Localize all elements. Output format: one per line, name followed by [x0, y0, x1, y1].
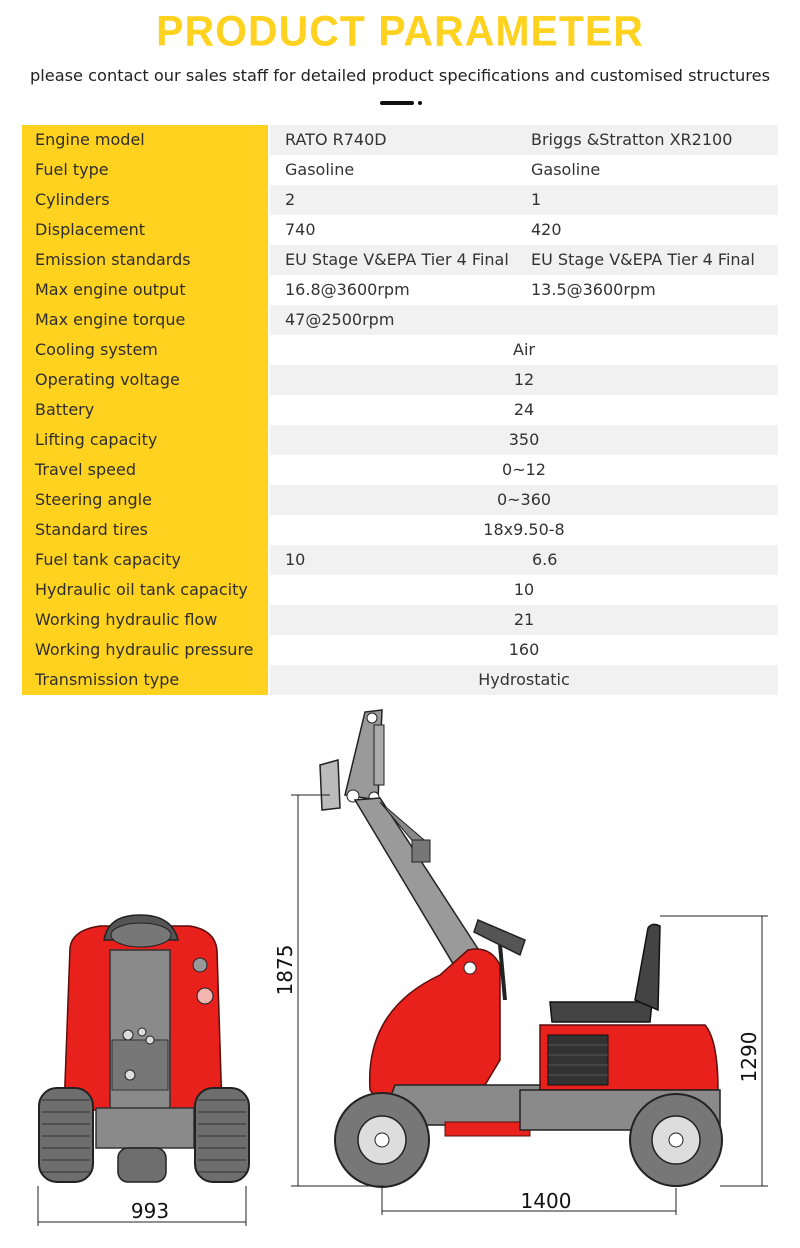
table-row: [22, 485, 778, 515]
dimension-width: 993: [130, 1199, 170, 1223]
table-row: [22, 575, 778, 605]
spec-value-1: 10: [285, 550, 306, 569]
spec-value-shared: 160: [508, 640, 540, 659]
spec-label: Fuel type: [22, 155, 268, 185]
dimension-height-raised: 1875: [273, 944, 297, 996]
table-row: [22, 215, 778, 245]
spec-value-2: Gasoline: [531, 160, 601, 179]
spec-value-1: 2: [285, 190, 296, 209]
spec-label: Working hydraulic pressure: [22, 635, 268, 665]
table-row: [22, 275, 778, 305]
table-row: [22, 455, 778, 485]
front-view-illustration: [39, 915, 249, 1182]
spec-value-1: 16.8@3600rpm: [285, 280, 410, 299]
spec-label: Emission standards: [22, 245, 268, 275]
spec-value-2: Briggs &Stratton XR2100: [531, 130, 733, 149]
side-view-illustration: [320, 710, 722, 1187]
spec-label: Standard tires: [22, 515, 268, 545]
table-row: [22, 545, 778, 575]
spec-label: Operating voltage: [22, 365, 268, 395]
spec-label: Cooling system: [22, 335, 268, 365]
table-row: [22, 665, 778, 695]
title-divider-dot: [418, 101, 422, 105]
spec-label: Displacement: [22, 215, 268, 245]
spec-value-1: Gasoline: [285, 160, 355, 179]
spec-label: Cylinders: [22, 185, 268, 215]
spec-label: Max engine output: [22, 275, 268, 305]
table-row: [22, 185, 778, 215]
table-row: [22, 425, 778, 455]
spec-value-2: 13.5@3600rpm: [531, 280, 656, 299]
page-subtitle: please contact our sales staff for detailed product specifications and customised structures: [29, 66, 771, 85]
table-row: [22, 365, 778, 395]
spec-value-2: 6.6: [532, 550, 558, 569]
dimension-wheelbase: 1400: [520, 1189, 572, 1213]
table-row: [22, 245, 778, 275]
table-row: [22, 125, 778, 155]
spec-value-shared: 0~360: [496, 490, 552, 509]
spec-label: Working hydraulic flow: [22, 605, 268, 635]
spec-value-shared: 12: [513, 370, 535, 389]
spec-label: Steering angle: [22, 485, 268, 515]
page-title: PRODUCT PARAMETER: [156, 6, 644, 56]
spec-value-shared: 24: [513, 400, 535, 419]
spec-label: Lifting capacity: [22, 425, 268, 455]
table-row: [22, 635, 778, 665]
table-row: [22, 335, 778, 365]
spec-label: Transmission type: [22, 665, 268, 695]
dimension-height-seat: 1290: [737, 1031, 761, 1083]
table-row: [22, 515, 778, 545]
spec-value-shared: 350: [508, 430, 540, 449]
spec-label: Travel speed: [22, 455, 268, 485]
spec-value-2: 420: [531, 220, 562, 239]
spec-value-1: 47@2500rpm: [285, 310, 395, 329]
machine-dimension-drawing: [0, 700, 800, 1248]
spec-value-shared: 18x9.50-8: [483, 520, 565, 539]
table-row: [22, 305, 778, 335]
spec-value-1: EU Stage V&EPA Tier 4 Final: [285, 250, 509, 269]
spec-label: Hydraulic oil tank capacity: [22, 575, 268, 605]
spec-value-1: RATO R740D: [285, 130, 387, 149]
spec-value-shared: 21: [513, 610, 535, 629]
spec-value-2: 1: [531, 190, 542, 209]
spec-label: Battery: [22, 395, 268, 425]
table-row: [22, 605, 778, 635]
spec-value-shared: 0~12: [502, 460, 546, 479]
spec-label: Engine model: [22, 125, 268, 155]
spec-label: Fuel tank capacity: [22, 545, 268, 575]
spec-value-2: EU Stage V&EPA Tier 4 Final: [531, 250, 755, 269]
spec-value-shared: 10: [513, 580, 535, 599]
table-row: [22, 155, 778, 185]
spec-value-1: 740: [285, 220, 316, 239]
spec-value-shared: Hydrostatic: [478, 670, 570, 689]
spec-label: Max engine torque: [22, 305, 268, 335]
table-row: [22, 395, 778, 425]
spec-value-shared: Air: [513, 340, 535, 359]
title-divider: [380, 101, 414, 105]
spec-table: [22, 125, 778, 695]
